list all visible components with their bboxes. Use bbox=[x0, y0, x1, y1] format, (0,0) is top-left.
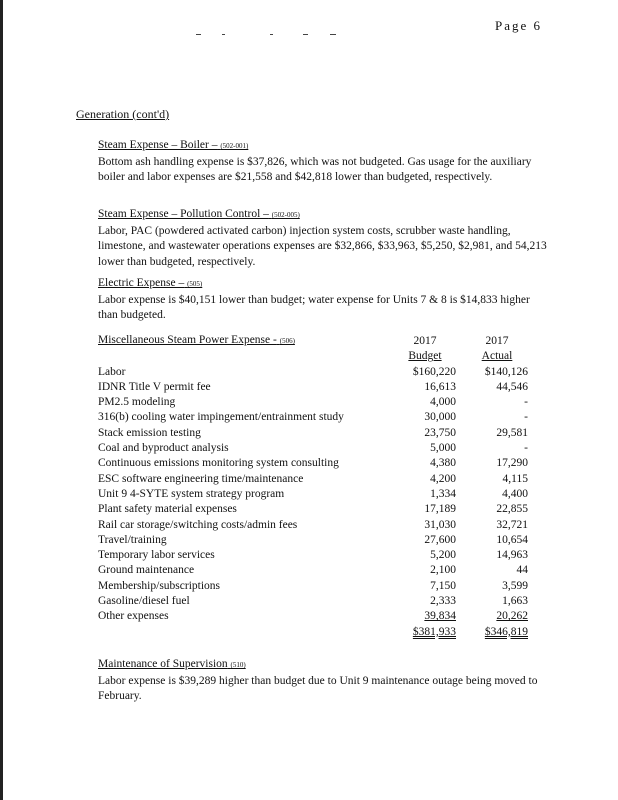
account-code: (510) bbox=[230, 661, 246, 669]
budget-value: 7,150 bbox=[430, 579, 456, 592]
budget-value: 23,750 bbox=[424, 426, 456, 439]
expense-label: Labor bbox=[98, 365, 126, 378]
scan-artifact bbox=[303, 34, 308, 35]
page-label: Page bbox=[495, 18, 529, 33]
expense-label: Plant safety material expenses bbox=[98, 503, 237, 516]
actual-total: $346,819 bbox=[484, 625, 528, 638]
expense-label: Unit 9 4-SYTE system strategy program bbox=[98, 487, 285, 500]
section-text: Labor expense is $40,151 lower than budget; water expense for Units 7 & 8 is $14,833 higher than budgeted. bbox=[98, 293, 530, 321]
actual-value: $140,126 bbox=[484, 365, 528, 378]
account-code: (502-001) bbox=[220, 142, 249, 150]
expense-label: Rail car storage/switching costs/admin fees bbox=[98, 518, 298, 531]
budget-value: 4,380 bbox=[430, 457, 456, 470]
table-row bbox=[98, 609, 528, 624]
section-text: Bottom ash handling expense is $37,826, which was not budgeted. Gas usage for the auxiliary boiler and labor expenses are $21,558 and $42,818 lower than budgeted, respectively. bbox=[98, 155, 532, 183]
budget-value: 1,334 bbox=[430, 487, 456, 500]
budget-value: 16,613 bbox=[424, 380, 456, 393]
scan-artifact bbox=[196, 34, 201, 35]
budget-total: $381,933 bbox=[412, 625, 456, 638]
expense-label: Continuous emissions monitoring system consulting bbox=[98, 457, 339, 470]
actual-value: 20,262 bbox=[496, 610, 528, 623]
expense-label: Travel/training bbox=[98, 533, 167, 546]
scan-artifact bbox=[222, 34, 225, 35]
actual-value: 22,855 bbox=[496, 503, 528, 516]
section-heading: Electric Expense – (505) bbox=[98, 277, 203, 289]
table-row bbox=[98, 487, 528, 502]
expense-label: IDNR Title V permit fee bbox=[98, 380, 211, 393]
actual-value: 10,654 bbox=[496, 533, 528, 546]
budget-year-header: 2017 bbox=[413, 334, 437, 347]
scan-edge bbox=[0, 0, 3, 800]
table-row bbox=[98, 456, 528, 471]
scan-artifact bbox=[270, 34, 273, 35]
account-code: (505) bbox=[187, 280, 203, 288]
budget-value: 5,200 bbox=[430, 549, 456, 562]
table-title: Miscellaneous Steam Power Expense - (506) bbox=[98, 334, 295, 346]
table-row bbox=[98, 441, 528, 456]
actual-value: 17,290 bbox=[496, 457, 528, 470]
expense-label: Gasoline/diesel fuel bbox=[98, 595, 190, 608]
section-text: Labor expense is $39,289 higher than budget due to Unit 9 maintenance outage being moved to February. bbox=[98, 674, 538, 702]
budget-value: 4,000 bbox=[430, 396, 456, 409]
actual-value: 4,115 bbox=[502, 472, 528, 485]
actual-value: 14,963 bbox=[496, 549, 528, 562]
section-title: Generation (cont'd) bbox=[76, 107, 170, 121]
table-row bbox=[98, 426, 528, 441]
page-value: 6 bbox=[533, 18, 543, 33]
table-row bbox=[98, 502, 528, 517]
budget-value: 5,000 bbox=[430, 442, 456, 455]
page-number bbox=[495, 18, 542, 34]
expense-label: PM2.5 modeling bbox=[98, 396, 176, 409]
table-row bbox=[98, 472, 528, 487]
table-row bbox=[98, 548, 528, 563]
misc-steam-power-table bbox=[98, 333, 528, 640]
budget-value: 4,200 bbox=[430, 472, 456, 485]
budget-column-header: Budget bbox=[408, 350, 442, 363]
expense-label: Stack emission testing bbox=[98, 426, 201, 439]
table-row bbox=[98, 410, 528, 425]
budget-value: 30,000 bbox=[424, 411, 456, 424]
section-heading: Steam Expense – Boiler – (502-001) bbox=[98, 139, 249, 151]
budget-value: 39,834 bbox=[424, 610, 456, 623]
actual-value: 32,721 bbox=[496, 518, 528, 531]
table-row bbox=[98, 579, 528, 594]
account-code: (502-005) bbox=[271, 211, 300, 219]
account-code: (506) bbox=[279, 337, 295, 345]
actual-year-header: 2017 bbox=[485, 334, 509, 347]
expense-label: 316(b) cooling water impingement/entrainment study bbox=[98, 411, 344, 424]
table-header-row-1 bbox=[98, 333, 528, 349]
budget-value: 2,100 bbox=[430, 564, 456, 577]
table-row bbox=[98, 563, 528, 578]
expense-label: Coal and byproduct analysis bbox=[98, 442, 229, 455]
table-row bbox=[98, 380, 528, 395]
section-text: Labor, PAC (powdered activated carbon) injection system costs, scrubber waste handling, limestone, and wastewater operations expenses are $32,866, $33,963, $5,250, $2,981, and 54,213 lower than budgeted, respectively. bbox=[98, 224, 547, 268]
actual-value: 3,599 bbox=[502, 579, 528, 592]
expense-label: Temporary labor services bbox=[98, 549, 215, 562]
actual-value: - bbox=[524, 442, 528, 455]
budget-value: 31,030 bbox=[424, 518, 456, 531]
total-row bbox=[98, 625, 528, 640]
actual-value: 1,663 bbox=[502, 595, 528, 608]
table-row bbox=[98, 365, 528, 380]
expense-label: ESC software engineering time/maintenance bbox=[98, 472, 304, 485]
actual-value: 44,546 bbox=[496, 380, 528, 393]
table-header-row-2 bbox=[98, 349, 528, 364]
budget-value: 27,600 bbox=[424, 533, 456, 546]
actual-value: 44 bbox=[516, 564, 528, 577]
scan-artifact bbox=[330, 34, 336, 35]
pollution-control-section bbox=[98, 207, 548, 270]
budget-value: 2,333 bbox=[430, 595, 456, 608]
expense-label: Other expenses bbox=[98, 610, 169, 623]
table-row bbox=[98, 395, 528, 410]
table-row bbox=[98, 594, 528, 609]
section-heading: Steam Expense – Pollution Control – (502-005) bbox=[98, 208, 300, 220]
budget-value: 17,189 bbox=[424, 503, 456, 516]
actual-column-header: Actual bbox=[481, 350, 513, 363]
expense-label: Ground maintenance bbox=[98, 564, 195, 577]
table-row bbox=[98, 533, 528, 548]
actual-value: - bbox=[524, 396, 528, 409]
expense-label: Membership/subscriptions bbox=[98, 579, 221, 592]
actual-value: 4,400 bbox=[502, 487, 528, 500]
boiler-section bbox=[98, 138, 548, 186]
table-row bbox=[98, 518, 528, 533]
actual-value: 29,581 bbox=[496, 426, 528, 439]
maintenance-section bbox=[98, 657, 548, 705]
electric-expense-section bbox=[98, 276, 548, 324]
section-heading: Maintenance of Supervision (510) bbox=[98, 658, 246, 670]
actual-value: - bbox=[524, 411, 528, 424]
budget-value: $160,220 bbox=[412, 365, 456, 378]
